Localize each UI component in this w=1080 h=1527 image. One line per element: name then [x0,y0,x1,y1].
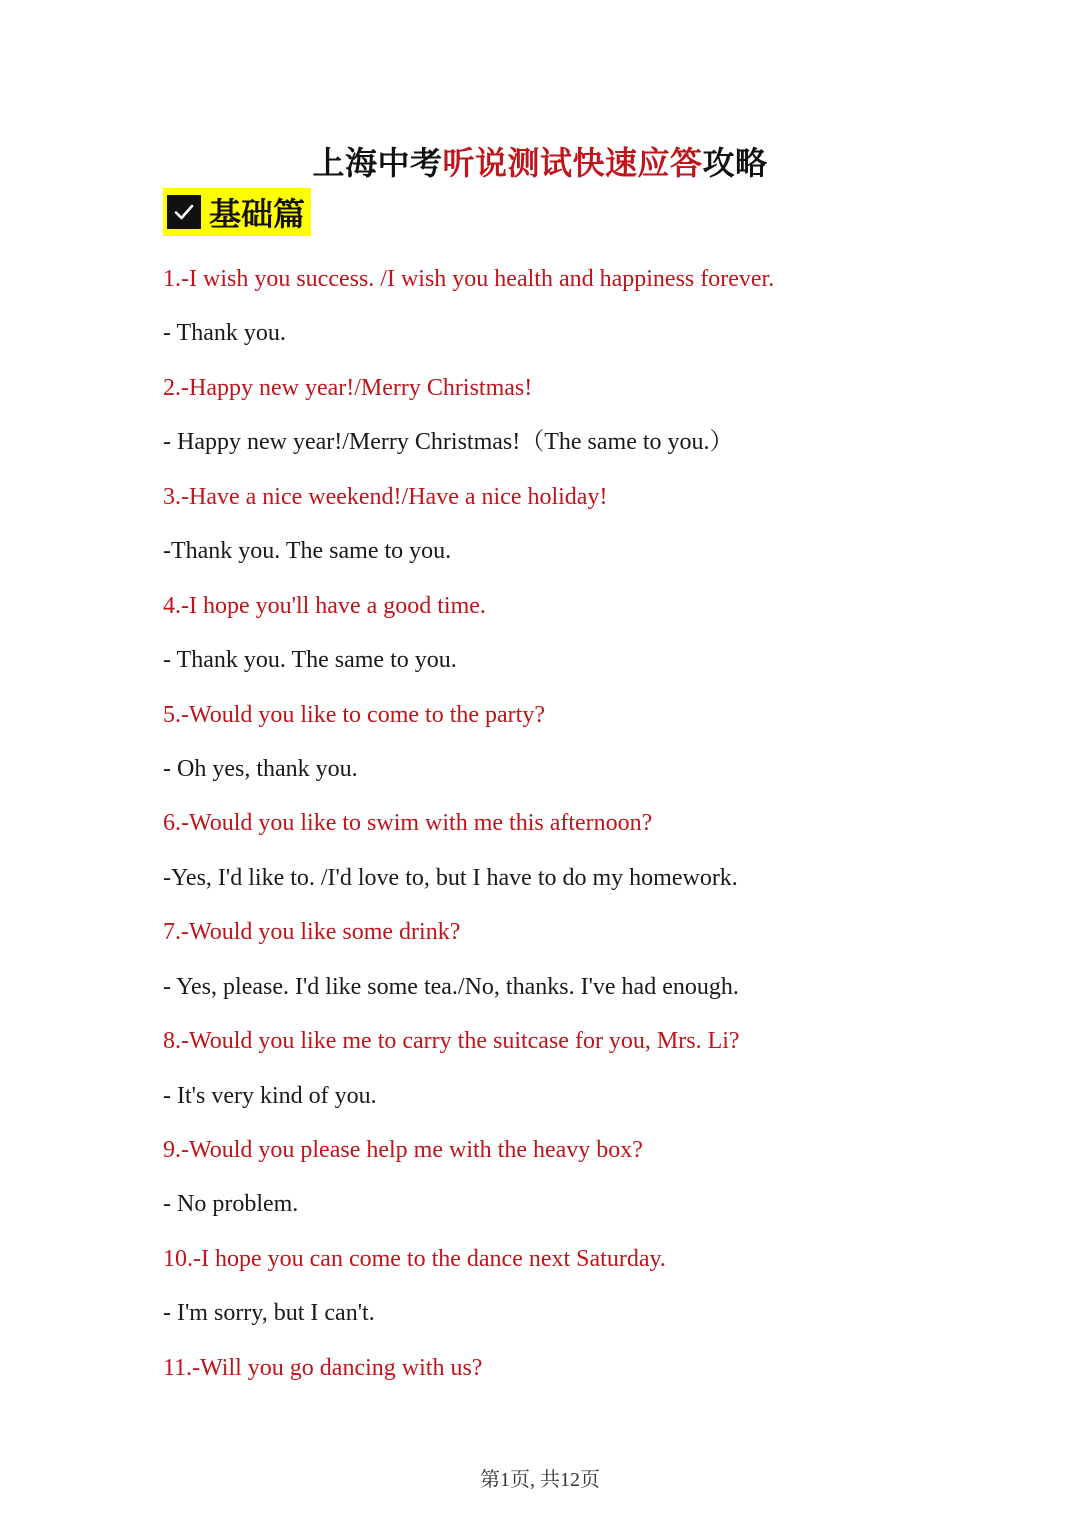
title-prefix: 上海中考 [312,145,443,181]
answer-5: - Oh yes, thank you. [163,755,358,782]
answer-2: - Happy new year!/Merry Christmas!（The same to you.） [163,429,734,456]
section-label: 基础篇 [209,196,306,232]
section-header [163,188,311,236]
page-title [0,138,1080,184]
question-1: 1.-I wish you success. /I wish you health and happiness forever. [163,266,775,292]
question-2: 2.-Happy new year!/Merry Christmas! [163,374,533,401]
answer-4: - Thank you. The same to you. [163,647,457,674]
question-7: 7.-Would you like some drink? [163,919,461,946]
title-highlight: 听说测试快速应答 [442,145,703,181]
question-3: 3.-Have a nice weekend!/Have a nice holiday! [163,483,608,510]
check-icon [167,195,201,229]
answer-7: - Yes, please. I'd like some tea./No, thanks. I've had enough. [163,973,739,1000]
answer-8: - It's very kind of you. [163,1082,377,1109]
question-8: 8.-Would you like me to carry the suitcase for you, Mrs. Li? [163,1028,740,1055]
question-11: 11.-Will you go dancing with us? [163,1354,483,1381]
question-6: 6.-Would you like to swim with me this afternoon? [163,810,653,837]
question-10: 10.-I hope you can come to the dance next Saturday. [163,1245,666,1272]
title-suffix: 攻略 [702,145,768,181]
question-5: 5.-Would you like to come to the party? [163,701,545,728]
answer-6: -Yes, I'd like to. /I'd love to, but I have to do my homework. [163,864,738,891]
qa-list [163,262,1023,1405]
question-9: 9.-Would you please help me with the heavy box? [163,1137,643,1163]
answer-3: -Thank you. The same to you. [163,538,452,565]
answer-9: - No problem. [163,1191,299,1218]
question-4: 4.-I hope you'll have a good time. [163,592,486,619]
page-footer: 第1页, 共12页 [480,1469,600,1491]
answer-10: - I'm sorry, but I can't. [163,1300,375,1327]
answer-1: - Thank you. [163,320,286,347]
